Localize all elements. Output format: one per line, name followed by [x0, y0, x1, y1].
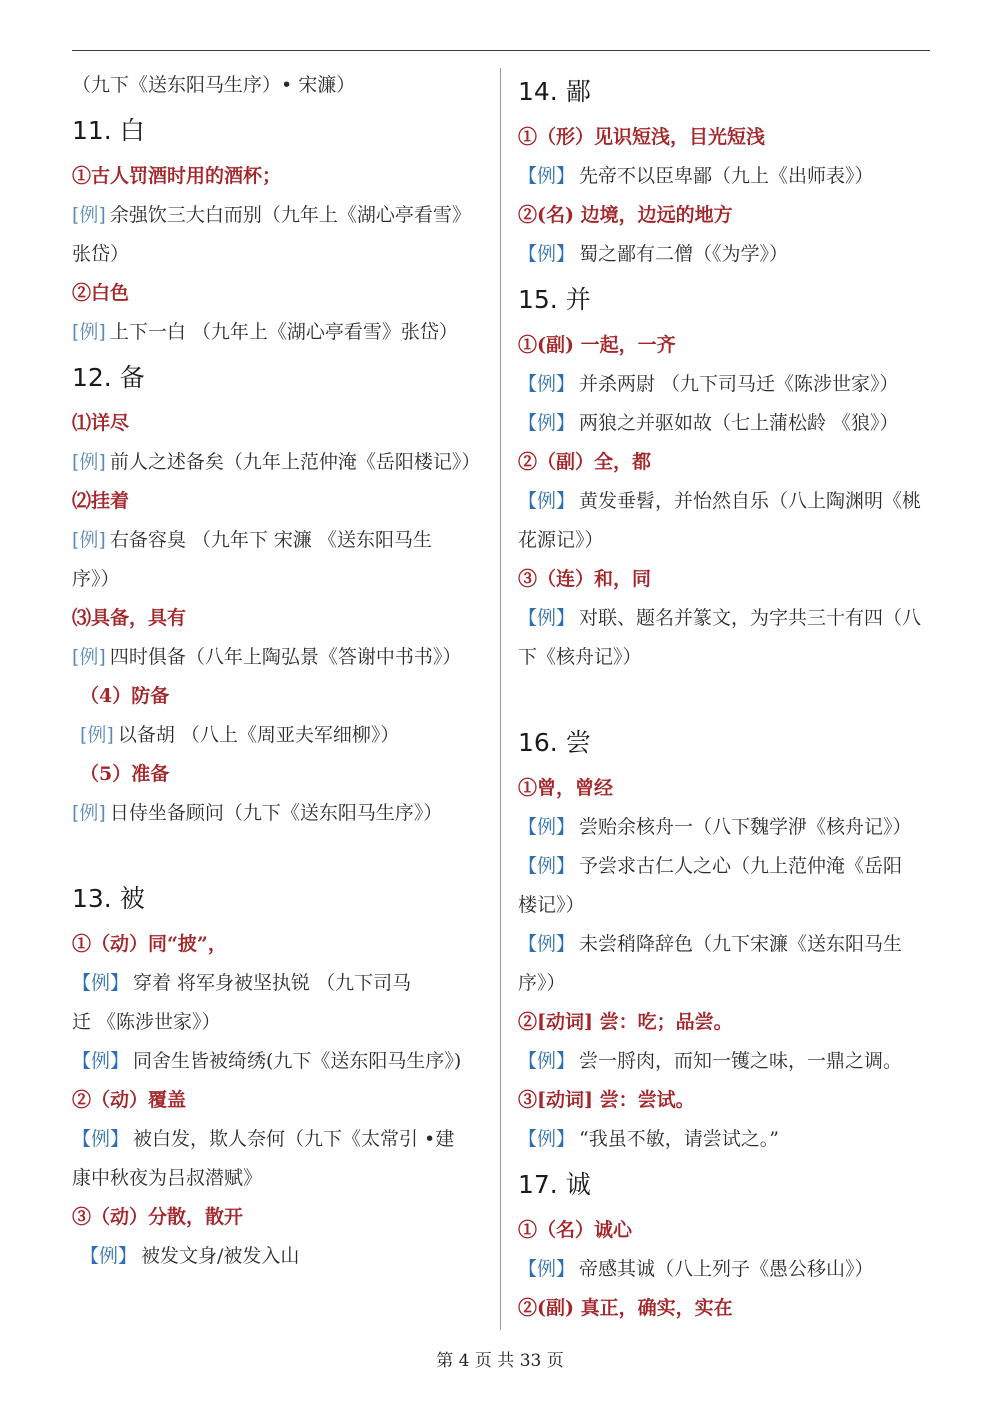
example-tag: 【例】: [518, 165, 576, 187]
example-tag: 【例】: [518, 855, 576, 877]
sense: ②（副）全，都: [518, 451, 652, 473]
sense: ①曾，曾经: [518, 777, 614, 799]
sense: ②（动）覆盖: [72, 1089, 187, 1111]
example-text: 黄发垂髫，并怡然自乐（八上陶渊明《桃: [579, 490, 922, 512]
spacer: [72, 833, 490, 873]
example: [72, 638, 490, 677]
example-tag: 【例】: [518, 1128, 576, 1150]
example-continued: 楼记》）: [518, 894, 585, 916]
example-text: 右备容臭 （九年下 宋濂 《送东阳马生: [109, 529, 432, 551]
example: [518, 1042, 933, 1081]
example-text: 上下一白 （九年上《湖心亭看雪》张岱）: [109, 321, 458, 343]
example-tag: 【例】: [72, 1128, 130, 1150]
example-tag: [例]: [72, 204, 106, 226]
example-text: 未尝稍降辞色（九下宋濂《送东阳马生: [579, 933, 903, 955]
example: [518, 1120, 933, 1159]
sense: （5）准备: [80, 763, 170, 785]
example-text: 并杀两尉 （九下司马迁《陈涉世家》）: [579, 373, 899, 395]
example: [518, 157, 933, 196]
example-continued: 张岱）: [72, 243, 130, 265]
sense: ③[动词] 尝：尝试。: [518, 1089, 695, 1111]
example-tag: 【例】: [518, 816, 576, 838]
entry-title-11: 11. 白: [72, 116, 145, 145]
top-rule: [72, 50, 930, 51]
example: [72, 1042, 490, 1081]
example: [518, 599, 933, 638]
example: [72, 964, 490, 1003]
sense: （4）防备: [80, 685, 170, 707]
example: [72, 794, 490, 833]
continued-source-line: （九下《送东阳马生序）• 宋濂）: [72, 74, 356, 96]
sense: ①(副) 一起，一齐: [518, 334, 676, 356]
example-text: 四时俱备（八年上陶弘景《答谢中书书》）: [109, 646, 462, 668]
left-column: [72, 66, 490, 1276]
sense: ①（形）见识短浅，目光短浅: [518, 126, 766, 148]
example: [72, 716, 490, 755]
example: [72, 1120, 490, 1159]
example-continued: 序》）: [72, 568, 120, 590]
example: [518, 808, 933, 847]
example-text: 穿着 将军身被坚执锐 （九下司马: [133, 972, 412, 994]
entry-title-15: 15. 并: [518, 285, 591, 314]
example: [518, 365, 933, 404]
example-tag: [例]: [72, 451, 106, 473]
example: [72, 521, 490, 560]
example-tag: 【例】: [518, 243, 576, 265]
example-tag: [例]: [72, 529, 106, 551]
example: [518, 482, 933, 521]
example-tag: 【例】: [518, 373, 576, 395]
example: [518, 404, 933, 443]
sense: ⑵挂着: [72, 490, 130, 512]
example: [518, 235, 933, 274]
example-text: 被发文身/被发入山: [141, 1245, 300, 1267]
example-tag: [例]: [72, 646, 106, 668]
example-tag: [例]: [80, 724, 114, 746]
example-tag: 【例】: [518, 1050, 576, 1072]
example-continued: 迁 《陈涉世家》）: [72, 1011, 221, 1033]
example: [72, 443, 490, 482]
right-column: [518, 66, 933, 1328]
example-tag: 【例】: [72, 1050, 130, 1072]
example: [72, 1237, 490, 1276]
sense: ⑴详尽: [72, 412, 130, 434]
sense: ②白色: [72, 282, 130, 304]
example-text: 对联、题名并篆文，为字共三十有四（八: [579, 607, 922, 629]
column-divider: [500, 68, 501, 1330]
example-continued: 下《核舟记》）: [518, 646, 642, 668]
example-text: 两狼之并驱如故（七上蒲松龄 《狼》）: [579, 412, 899, 434]
example-continued: 花源记》）: [518, 529, 604, 551]
example-text: 尝一脟肉，而知一镬之味，一鼎之调。: [579, 1050, 903, 1072]
example-tag: [例]: [72, 321, 106, 343]
example-tag: 【例】: [518, 933, 576, 955]
example-text: 蜀之鄙有二僧（《为学》）: [579, 243, 789, 265]
sense: ①古人罚酒时用的酒杯；: [72, 165, 282, 187]
example-text: 余强饮三大白而别（九年上《湖心亭看雪》: [109, 204, 471, 226]
sense: ②(副) 真正，确实，实在: [518, 1297, 733, 1319]
sense: ②(名) 边境，边远的地方: [518, 204, 733, 226]
example-tag: [例]: [72, 802, 106, 824]
example-tag: 【例】: [518, 490, 576, 512]
sense: ②[动词] 尝：吃；品尝。: [518, 1011, 733, 1033]
sense: ③（动）分散，散开: [72, 1206, 244, 1228]
entry-title-14: 14. 鄙: [518, 77, 591, 106]
example-text: 同舍生皆被绮绣(九下《送东阳马生序》): [133, 1050, 462, 1072]
example-text: 帝感其诚（八上列子《愚公移山》）: [579, 1258, 874, 1280]
example-tag: 【例】: [518, 412, 576, 434]
sense: ①（动）同“披”，: [72, 933, 227, 955]
example: [518, 925, 933, 964]
example-text: 予尝求古仁人之心（九上范仲淹《岳阳: [579, 855, 903, 877]
example: [72, 196, 490, 235]
sense: ①（名）诚心: [518, 1219, 633, 1241]
example-tag: 【例】: [518, 1258, 576, 1280]
entry-title-17: 17. 诚: [518, 1170, 591, 1199]
example: [518, 847, 933, 886]
example-continued: 序》）: [518, 972, 566, 994]
example-text: 以备胡 （八上《周亚夫军细柳》）: [117, 724, 400, 746]
sense: ③（连）和，同: [518, 568, 652, 590]
example-tag: 【例】: [518, 607, 576, 629]
example-continued: 康中秋夜为吕叔潜赋》: [72, 1167, 263, 1189]
example-text: 前人之述备矣（九年上范仲淹《岳阳楼记》）: [109, 451, 481, 473]
example-text: 尝贻余核舟一（八下魏学洢《核舟记》）: [579, 816, 912, 838]
example-text: 先帝不以臣卑鄙（九上《出师表》）: [579, 165, 874, 187]
sense: ⑶具备，具有: [72, 607, 187, 629]
entry-title-12: 12. 备: [72, 363, 145, 392]
example-text: “我虽不敏，请尝试之。”: [579, 1128, 779, 1150]
example-tag: 【例】: [72, 972, 130, 994]
entry-title-13: 13. 被: [72, 884, 145, 913]
entry-title-16: 16. 尝: [518, 728, 591, 757]
page-footer: 第 4 页 共 33 页: [436, 1351, 564, 1371]
spacer: [518, 677, 933, 717]
example-text: 日侍坐备顾问（九下《送东阳马生序》）: [109, 802, 443, 824]
example: [518, 1250, 933, 1289]
example: [72, 313, 490, 352]
example-text: 被白发，欺人奈何（九下《太常引 •建: [133, 1128, 455, 1150]
example-tag: 【例】: [80, 1245, 138, 1267]
